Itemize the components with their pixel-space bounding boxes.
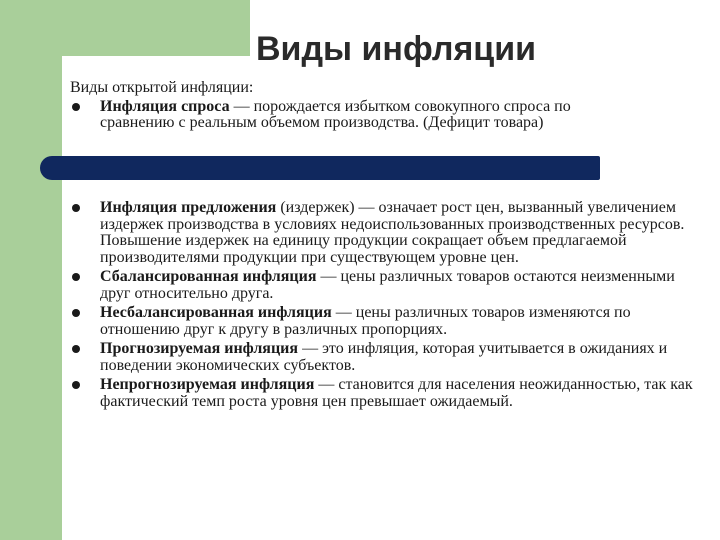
intro-heading: Виды открытой инфляции:: [70, 79, 254, 96]
item-term: Прогнозируемая инфляция: [100, 340, 299, 357]
intro-block: [70, 80, 630, 136]
list-item: [70, 377, 706, 410]
green-corner-panel: [0, 0, 250, 56]
item-term: Инфляция спроса: [100, 97, 230, 115]
divider-bar: [62, 156, 600, 180]
item-text: — цены различных товаров изменяются по отношению друг к другу в различных пропорциях.: [100, 304, 631, 338]
slide-title: Виды инфляции: [256, 30, 537, 68]
list-item: [70, 341, 706, 374]
bullet-icon: [72, 309, 80, 317]
bullet-icon: [72, 381, 80, 389]
list-item: [70, 200, 706, 266]
bullet-icon: [72, 273, 80, 281]
item-term: Несбалансированная инфляция: [100, 304, 332, 321]
list-item: [70, 269, 706, 302]
item-text: — становится для населения неожиданностью, так как фактический темп роста уровня цен превышает ожидаемый.: [100, 376, 693, 410]
types-list: [70, 200, 706, 413]
list-item: [70, 305, 706, 338]
item-text: — цены различных товаров остаются неизменными друг относительно друга.: [100, 268, 675, 302]
bullet-icon: [72, 345, 80, 353]
green-side-strip: [0, 56, 62, 540]
bullet-icon: [72, 204, 80, 212]
item-term: Непрогнозируемая инфляция: [100, 376, 315, 393]
item-text: — порождается избытком совокупного спроса по сравнению с реальным объемом производства. (Дефицит товара): [100, 97, 571, 131]
item-term: Инфляция предложения: [100, 199, 277, 216]
list-item: [70, 99, 630, 132]
item-text: — это инфляция, которая учитывается в ожиданиях и поведении экономических субъектов.: [100, 340, 668, 374]
bullet-icon: [72, 103, 80, 111]
item-text: (издержек) — означает рост цен, вызванный увеличением издержек производства в условиях недоиспользованных производственных ресурсов. Повышение издержек на единицу продукции сокращает объем предлагаемой производителями продукции при существующем уровне цен.: [100, 199, 685, 266]
item-term: Сбалансированная инфляция: [100, 268, 317, 285]
